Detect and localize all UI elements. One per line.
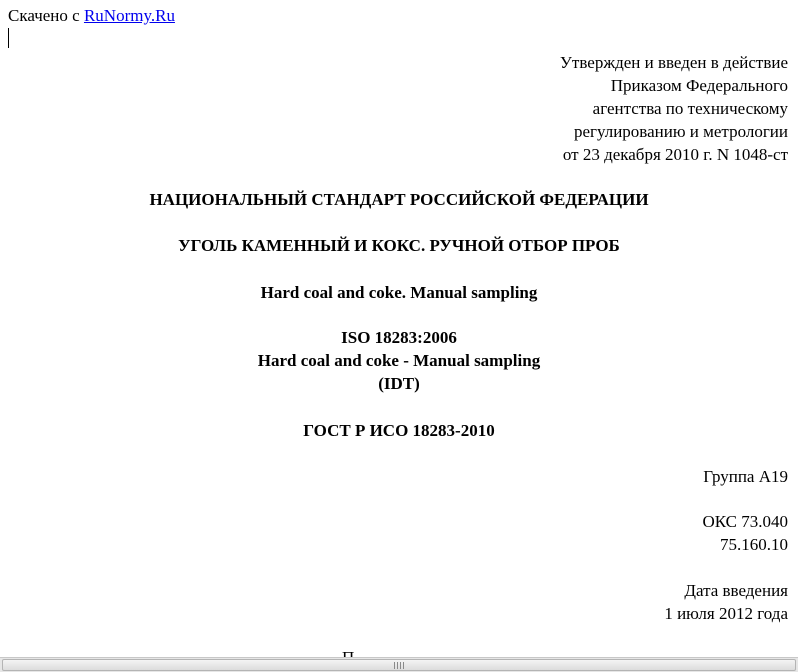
approval-line: от 23 декабря 2010 г. N 1048-ст [562, 145, 788, 164]
download-notice [8, 5, 175, 27]
approval-line: агентства по техническому [592, 99, 788, 118]
title-russian: УГОЛЬ КАМЕННЫЙ И КОКС. РУЧНОЙ ОТБОР ПРОБ [178, 236, 620, 255]
approval-line: регулированию и метрологии [573, 122, 788, 141]
approval-block [560, 51, 788, 166]
approval-line: Приказом Федерального [610, 76, 788, 95]
iso-number: ISO 18283:2006 [341, 328, 457, 347]
oks-code: 75.160.10 [720, 535, 788, 554]
iso-block [0, 326, 798, 395]
intro-date-label: Дата введения [684, 581, 788, 600]
horizontal-scrollbar[interactable] [0, 657, 798, 672]
group-code: Группа А19 [703, 467, 788, 486]
scrollbar-thumb[interactable] [2, 659, 796, 671]
text-cursor [8, 28, 9, 48]
standard-heading: НАЦИОНАЛЬНЫЙ СТАНДАРТ РОССИЙСКОЙ ФЕДЕРАЦИИ [149, 190, 649, 209]
intro-date-block [664, 579, 788, 625]
iso-title: Hard coal and coke - Manual sampling [257, 351, 541, 370]
title-english: Hard coal and coke. Manual sampling [260, 283, 538, 302]
grip-icon [394, 662, 406, 669]
runormy-link[interactable]: RuNormy.Ru [83, 6, 175, 25]
gost-designation: ГОСТ Р ИСО 18283-2010 [303, 421, 495, 440]
approval-line: Утвержден и введен в действие [559, 53, 788, 72]
download-prefix: Скачено с [8, 6, 80, 25]
oks-block [702, 510, 788, 556]
iso-identity: (IDT) [378, 374, 420, 393]
oks-code: ОКС 73.040 [702, 512, 788, 531]
intro-date-value: 1 июля 2012 года [664, 604, 788, 623]
